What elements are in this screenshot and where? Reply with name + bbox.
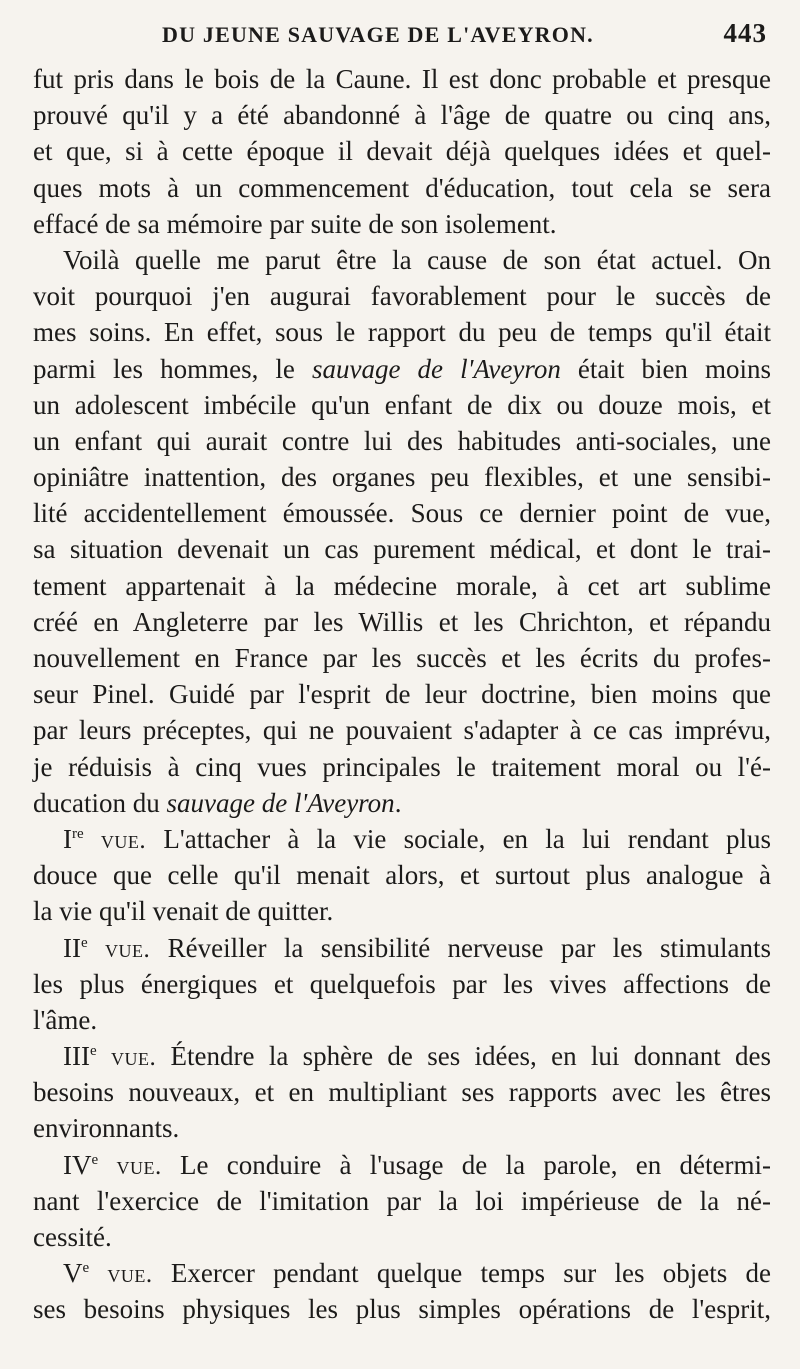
text-line: l'âme. <box>33 1004 98 1035</box>
text-line: les plus énergiques et quelquefois par les vives affections de <box>33 968 771 999</box>
text-line: et que, si à cette époque il devait déjà quelques idées et quel- <box>33 136 771 167</box>
text-line: Voilà quelle me parut être la cause de son état actuel. On <box>63 244 771 275</box>
text-line: par leurs préceptes, qui ne pouvaient s'adapter à ce cas imprévu, <box>33 715 771 746</box>
text-line: lité accidentellement émoussée. Sous ce dernier point de vue, <box>33 498 771 529</box>
text-run: Le conduire à l'usage de la parole, en détermi- <box>161 1149 772 1180</box>
vue-label: vue. <box>100 826 147 854</box>
body-text <box>33 61 771 1328</box>
text-line <box>33 785 771 821</box>
vue-label: vue. <box>116 1152 162 1180</box>
text-line: prouvé qu'il y a été abandonné à l'âge de quatre ou cinq ans, <box>33 100 771 131</box>
text-line: ses besoins physiques les plus simples opérations de l'esprit, <box>33 1294 771 1325</box>
text-run: L'attacher à la vie sociale, en la lui rendant plus <box>146 823 771 854</box>
vue-label: vue. <box>110 1044 157 1072</box>
text-line: effacé de sa mémoire par suite de son isolement. <box>33 208 557 239</box>
paragraph-continuation <box>33 61 771 242</box>
text-line: cessité. <box>33 1222 112 1252</box>
paragraph-vue-1 <box>33 821 771 930</box>
vue-superscript: e <box>89 1043 97 1060</box>
text-line: mes soins. En effet, sous le rapport du peu de temps qu'il était <box>33 317 771 348</box>
text-line: environnants. <box>33 1113 180 1144</box>
text-line: tement appartenait à la médecine morale, à cet art sublime <box>33 570 771 601</box>
text-line: voit pourquoi j'en augurai favorablement pour le succès de <box>33 281 771 312</box>
text-run: Réveiller la sensibilité nerveuse par les stimulants <box>150 932 771 963</box>
text-line: la vie qu'il venait de quitter. <box>33 896 334 927</box>
text-line <box>33 1255 771 1291</box>
page-header <box>0 18 800 52</box>
text-line: ques mots à un commencement d'éducation, tout cela se sera <box>33 172 771 203</box>
vue-label: vue. <box>105 935 151 963</box>
vue-superscript: e <box>80 934 88 951</box>
text-line: fut pris dans le bois de la Caune. Il est donc probable et presque <box>33 64 771 94</box>
vue-superscript: e <box>82 1260 90 1277</box>
text-run: parmi les hommes, le <box>33 353 312 384</box>
paragraph-vue-5 <box>33 1255 771 1327</box>
text-run: Exercer pendant quelque temps sur les objets de <box>152 1258 771 1289</box>
text-line: un enfant qui aurait contre lui des habitudes anti-sociales, une <box>33 425 771 456</box>
vue-number: V <box>63 1258 83 1289</box>
text-run: était bien moins <box>560 353 772 384</box>
page-number: 443 <box>723 18 767 48</box>
text-run: ducation du <box>33 787 167 818</box>
text-line: seur Pinel. Guidé par l'esprit de leur doctrine, bien moins que <box>33 679 771 710</box>
italic-title: sauvage de l'Aveyron <box>311 353 561 384</box>
paragraph-cause <box>33 242 771 821</box>
text-line <box>33 351 771 387</box>
text-line <box>33 1038 771 1074</box>
text-line: un adolescent imbécile qu'un enfant de dix ou douze mois, et <box>33 389 771 420</box>
italic-title: sauvage de l'Aveyron <box>166 787 395 818</box>
text-line <box>33 930 771 966</box>
text-run: Étendre la sphère de ses idées, en lui donnant des <box>156 1041 772 1072</box>
text-line: douce que celle qu'il menait alors, et surtout plus analogue à <box>33 860 771 891</box>
text-line: sa situation devenait un cas purement médical, et dont le trai- <box>33 534 771 565</box>
vue-number: II <box>63 932 81 963</box>
vue-number: IV <box>63 1149 92 1180</box>
text-line <box>33 821 771 857</box>
paragraph-vue-2 <box>33 930 771 1039</box>
vue-superscript: re <box>72 825 84 842</box>
running-head: DU JEUNE SAUVAGE DE L'AVEYRON. <box>162 22 594 47</box>
text-line <box>33 1147 771 1183</box>
vue-label: vue. <box>107 1261 153 1289</box>
text-line: nant l'exercice de l'imitation par la loi impérieuse de la né- <box>33 1185 771 1216</box>
vue-superscript: e <box>91 1151 99 1168</box>
text-line: opiniâtre inattention, des organes peu flexibles, et une sensibi- <box>33 462 771 493</box>
text-run: . <box>394 787 402 818</box>
vue-number: III <box>63 1041 90 1072</box>
paragraph-vue-3 <box>33 1038 771 1147</box>
vue-number: I <box>63 823 72 854</box>
text-line: nouvellement en France par les succès et les écrits du profes- <box>33 643 771 673</box>
text-line: je réduisis à cinq vues principales le traitement moral ou l'é- <box>33 751 771 782</box>
text-line: créé en Angleterre par les Willis et les Chrichton, et répandu <box>33 606 771 637</box>
paragraph-vue-4 <box>33 1147 771 1256</box>
text-line: besoins nouveaux, et en multipliant ses rapports avec les êtres <box>33 1077 771 1108</box>
